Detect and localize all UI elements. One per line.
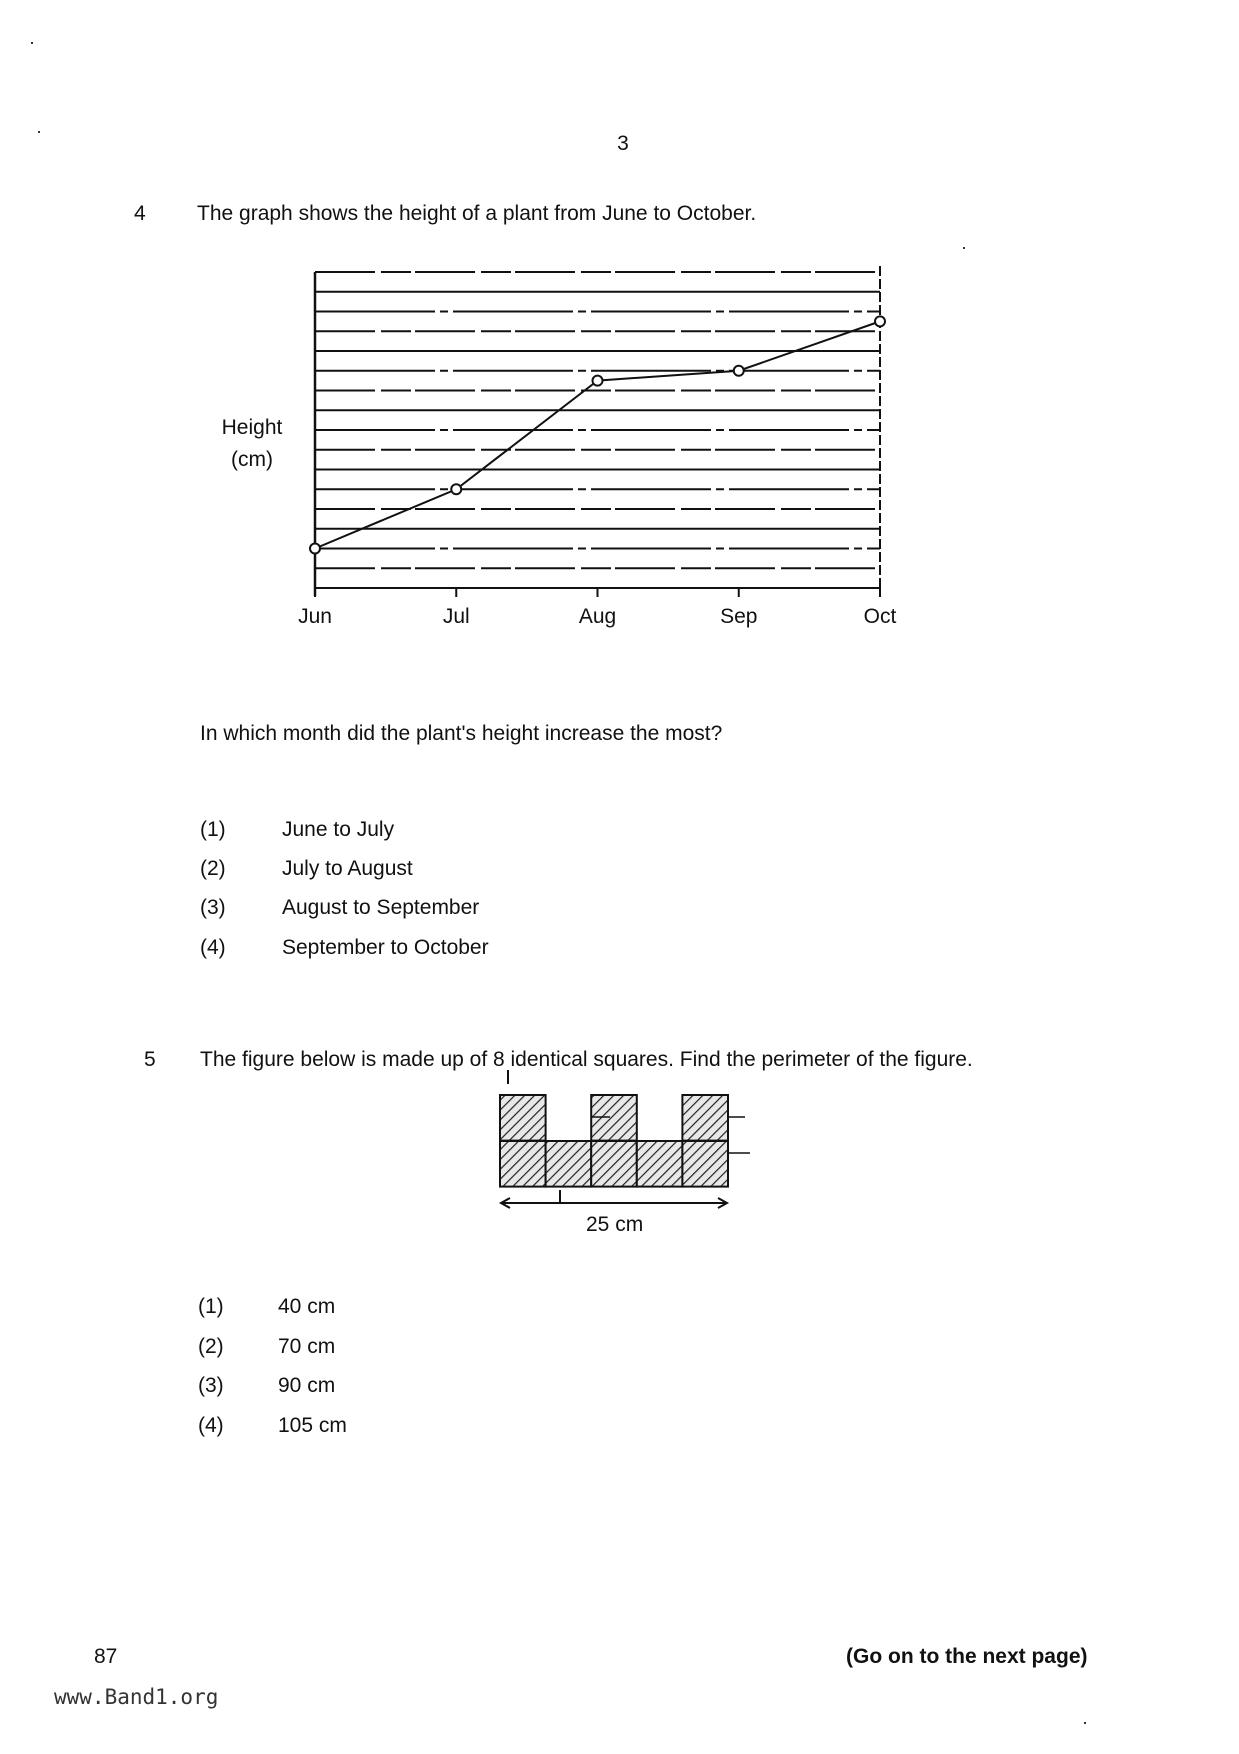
question-5-number: 5: [144, 1048, 156, 1071]
square-top-5: [682, 1095, 728, 1141]
square-top-1: [500, 1095, 546, 1141]
q5-option-3-number: (3): [198, 1374, 224, 1397]
x-tick-label: Jun: [298, 605, 332, 628]
x-tick-label: Sep: [720, 605, 758, 628]
q5-option-1-text: 40 cm: [278, 1295, 336, 1318]
y-label-line-1: Height: [221, 416, 283, 439]
figure-squares: [500, 1095, 728, 1187]
q4-option-2-number: (2): [200, 857, 226, 880]
q5-option-1-number: (1): [198, 1295, 224, 1318]
footer-continue-note: (Go on to the next page): [846, 1645, 1088, 1668]
question-5-stem: The figure below is made up of 8 identical squares. Find the perimeter of the figure.: [200, 1048, 973, 1071]
question-4-number: 4: [134, 202, 146, 225]
q5-option-4-text: 105 cm: [278, 1414, 347, 1437]
q5-option-3-text: 90 cm: [278, 1374, 336, 1397]
dimension-arrow: [501, 1190, 727, 1208]
square-bottom-4: [637, 1141, 683, 1187]
square-bottom-2: [546, 1141, 592, 1187]
square-top-3: [591, 1095, 637, 1141]
data-point-sep: [734, 366, 744, 376]
q5-option-2-number: (2): [198, 1335, 224, 1358]
data-point-jun: [310, 544, 320, 554]
q5-option-4-number: (4): [198, 1414, 224, 1437]
footer-page-code: 87: [94, 1645, 118, 1668]
data-point-aug: [593, 376, 603, 386]
page-number: 3: [617, 132, 629, 155]
footer-website: www.Band1.org: [54, 1685, 219, 1709]
question-4-stem: The graph shows the height of a plant from June to October.: [197, 202, 757, 225]
height-line-chart: [0, 0, 1239, 700]
q4-option-1-number: (1): [200, 818, 226, 841]
x-tick-label: Aug: [578, 605, 617, 628]
q4-option-1-text: June to July: [282, 818, 395, 841]
squares-figure: [470, 1070, 770, 1230]
q5-option-2-text: 70 cm: [278, 1335, 336, 1358]
q4-option-3-text: August to September: [282, 896, 480, 919]
square-bottom-3: [591, 1141, 637, 1187]
data-point-oct: [875, 316, 885, 326]
y-label-line-2: (cm): [231, 448, 273, 471]
series-line: [315, 321, 880, 548]
x-tick-label: Jul: [442, 605, 470, 628]
q4-option-4-text: September to October: [282, 936, 489, 959]
question-4-prompt: In which month did the plant's height increase the most?: [200, 722, 723, 745]
chart-grid: [315, 272, 880, 588]
data-point-jul: [451, 484, 461, 494]
q4-option-4-number: (4): [200, 936, 226, 959]
q4-option-3-number: (3): [200, 896, 226, 919]
chart-axes: [315, 266, 880, 597]
q4-option-2-text: July to August: [282, 857, 413, 880]
scan-speck: [1084, 1722, 1086, 1724]
x-tick-label: Oct: [863, 605, 897, 628]
figure-dimension-label: 25 cm: [586, 1213, 644, 1236]
square-bottom-5: [682, 1141, 728, 1187]
square-bottom-1: [500, 1141, 546, 1187]
